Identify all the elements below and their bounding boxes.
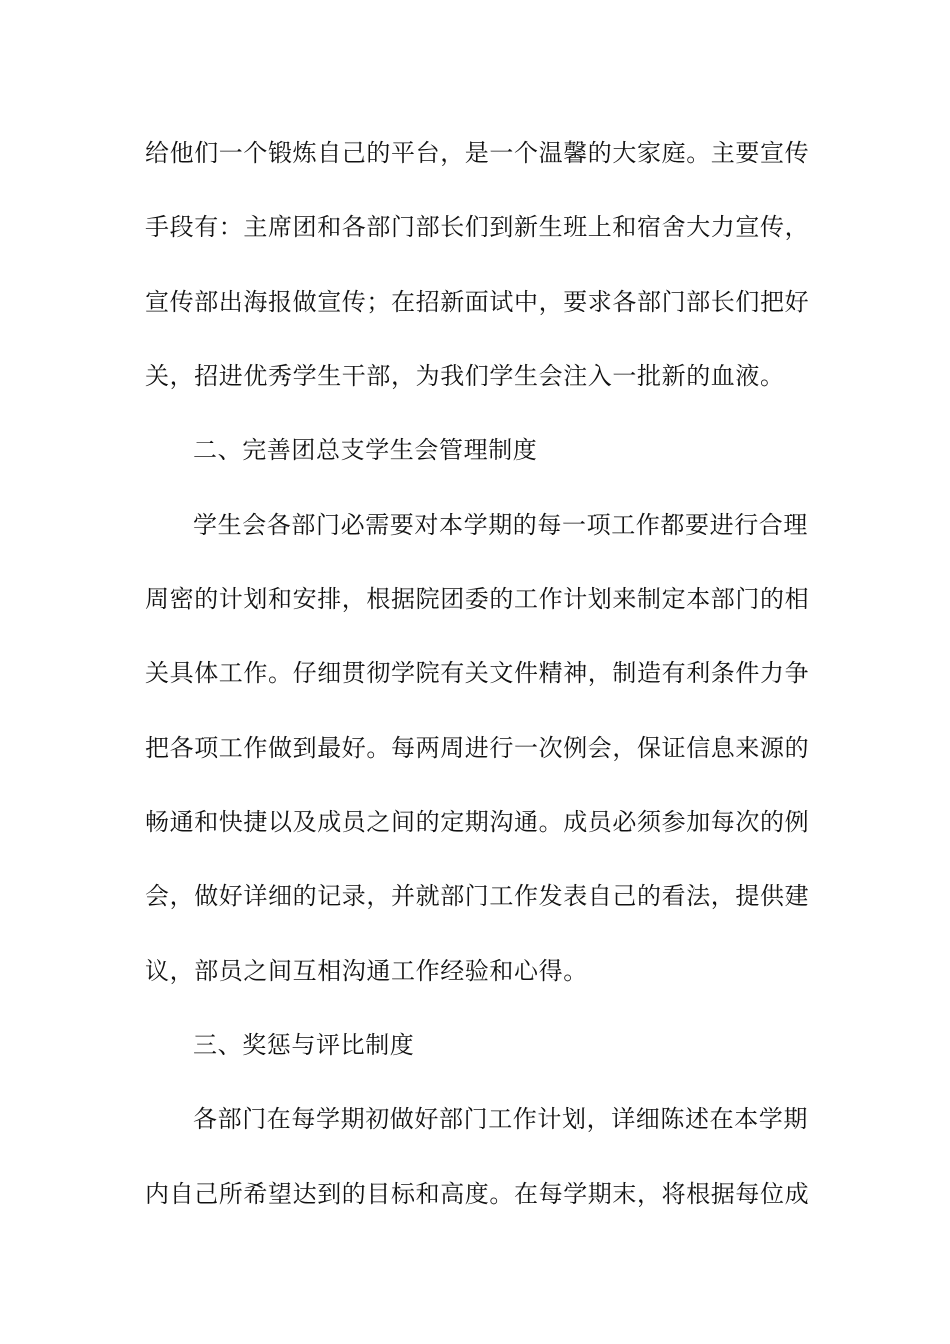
paragraph-line: 周密的计划和安排，根据院团委的工作计划来制定本部门的相 (145, 585, 810, 613)
paragraph-line: 关，招进优秀学生干部，为我们学生会注入一批新的血液。 (145, 362, 785, 390)
paragraph-line: 关具体工作。仔细贯彻学院有关文件精神，制造有利条件力争 (145, 659, 810, 687)
paragraph-line: 宣传部出海报做宣传；在招新面试中，要求各部门部长们把好 (145, 288, 810, 316)
section-heading: 二、完善团总支学生会管理制度 (193, 436, 538, 464)
paragraph-line: 给他们一个锻炼自己的平台，是一个温馨的大家庭。主要宣传 (145, 139, 810, 167)
paragraph-line: 把各项工作做到最好。每两周进行一次例会，保证信息来源的 (145, 734, 810, 762)
paragraph-line: 畅通和快捷以及成员之间的定期沟通。成员必须参加每次的例 (145, 808, 810, 836)
section-heading: 三、奖惩与评比制度 (193, 1031, 415, 1059)
paragraph-line: 学生会各部门必需要对本学期的每一项工作都要进行合理 (193, 511, 808, 539)
paragraph-line: 会，做好详细的记录，并就部门工作发表自己的看法，提供建 (145, 882, 810, 910)
paragraph-line: 各部门在每学期初做好部门工作计划，详细陈述在本学期 (193, 1105, 808, 1133)
paragraph-line: 手段有：主席团和各部门部长们到新生班上和宿舍大力宣传， (145, 213, 810, 241)
paragraph-line: 内自己所希望达到的目标和高度。在每学期末，将根据每位成 (145, 1180, 810, 1208)
paragraph-line: 议，部员之间互相沟通工作经验和心得。 (145, 957, 588, 985)
